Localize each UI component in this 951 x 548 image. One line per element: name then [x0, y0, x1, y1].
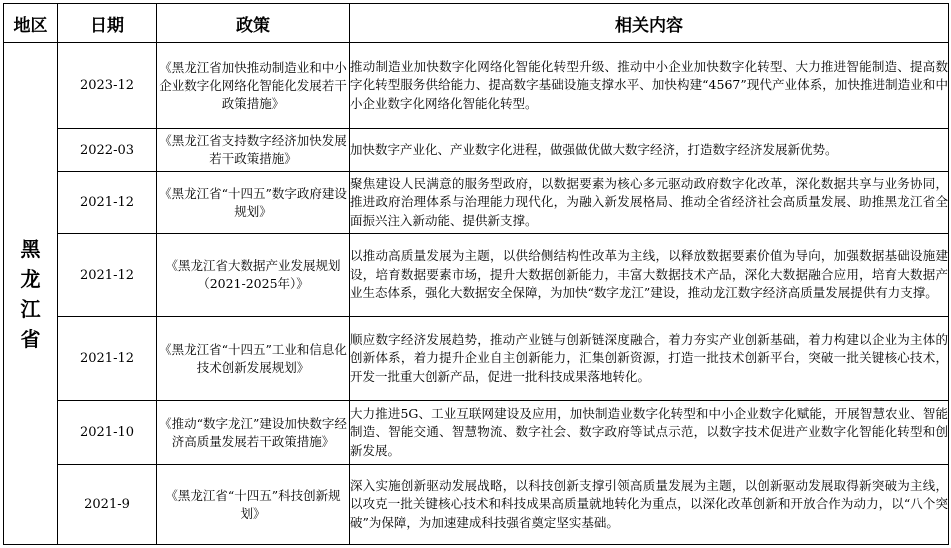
date-cell: 2021-12 [58, 172, 157, 234]
header-row [4, 4, 949, 43]
date-cell: 2021-12 [58, 317, 157, 401]
table-row [4, 234, 949, 317]
content-cell: 以推动高质量发展为主题，以供给侧结构性改革为主线，以释放数据要素价值为导向，加强数据基础设施建设，培育数据要素市场，提升大数据创新能力，丰富大数据技术产品，深化大数据融合应用，培育大数据产业生态体系，强化大数据安全保障，为加快“数字龙江”建设，推动龙江数字经济高质量发展提供有力支撑。 [350, 234, 949, 317]
region-label: 黑龙江省 [20, 236, 41, 351]
region-cell [4, 43, 58, 545]
policy-cell: 《推动“数字龙江”建设加快数字经济高质量发展若干政策措施》 [157, 401, 350, 465]
header-content: 相关内容 [350, 4, 949, 43]
date-cell: 2021-12 [58, 234, 157, 317]
date-cell: 2023-12 [58, 43, 157, 129]
table-row [4, 43, 949, 129]
content-cell: 顺应数字经济发展趋势，推动产业链与创新链深度融合，着力夯实产业创新基础，着力构建以企业为主体的创新体系，着力提升企业自主创新能力，汇集创新资源，打造一批技术创新平台，突破一批关键核心技术，开发一批重大创新产品，促进一批科技成果落地转化。 [350, 317, 949, 401]
policy-cell: 《黑龙江省“十四五”数字政府建设规划》 [157, 172, 350, 234]
policy-cell: 《黑龙江省加快推动制造业和中小企业数字化网络化智能化发展若干政策措施》 [157, 43, 350, 129]
content-cell: 推动制造业加快数字化网络化智能化转型升级、推动中小企业加快数字化转型、大力推进智能制造、提高数字化转型服务供给能力、提高数字基础设施支撑水平、加快构建“4567”现代产业体系，加快推进制造业和中小企业数字化网络化智能化转型。 [350, 43, 949, 129]
policy-cell: 《黑龙江省大数据产业发展规划（2021-2025年）》 [157, 234, 350, 317]
content-cell: 加快数字产业化、产业数字化进程，做强做优做大数字经济，打造数字经济发展新优势。 [350, 129, 949, 172]
header-policy: 政策 [157, 4, 350, 43]
date-cell: 2022-03 [58, 129, 157, 172]
header-date: 日期 [58, 4, 157, 43]
policy-cell: 《黑龙江省“十四五”科技创新规划》 [157, 465, 350, 545]
content-cell: 深入实施创新驱动发展战略，以科技创新支撑引领高质量发展为主题，以创新驱动发展取得新突破为主线，以攻克一批关键核心技术和科技成果高质量就地转化为重点，以深化改革创新和开放合作为动力，以“八个突破”为保障，为加速建成科技强省奠定坚实基础。 [350, 465, 949, 545]
table-row [4, 401, 949, 465]
policy-cell: 《黑龙江省“十四五”工业和信息化技术创新发展规划》 [157, 317, 350, 401]
table-row [4, 465, 949, 545]
date-cell: 2021-10 [58, 401, 157, 465]
content-cell: 大力推进5G、工业互联网建设及应用，加快制造业数字化转型和中小企业数字化赋能，开展智慧农业、智能制造、智能交通、智慧物流、数字社会、数字政府等试点示范，以数字技术促进产业数字化智能化转型和创新发展。 [350, 401, 949, 465]
table-row [4, 129, 949, 172]
header-region: 地区 [4, 4, 58, 43]
table-row [4, 317, 949, 401]
content-cell: 聚焦建设人民满意的服务型政府，以数据要素为核心多元驱动政府数字化改革，深化数据共享与业务协同，推进政府治理体系与治理能力现代化，为融入新发展格局、推动全省经济社会高质量发展、助推黑龙江省全面振兴注入新动能、提供新支撑。 [350, 172, 949, 234]
policy-cell: 《黑龙江省支持数字经济加快发展若干政策措施》 [157, 129, 350, 172]
date-cell: 2021-9 [58, 465, 157, 545]
policy-table [3, 3, 949, 545]
table-row [4, 172, 949, 234]
